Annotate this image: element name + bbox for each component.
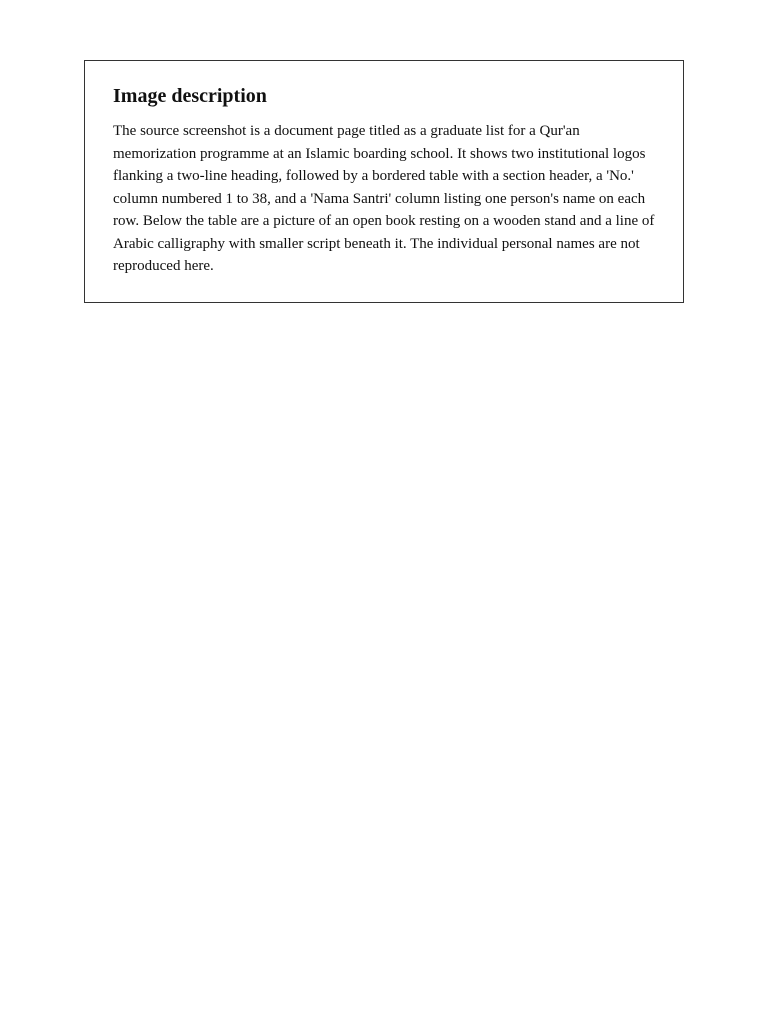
description-box [84, 60, 684, 303]
description-body: The source screenshot is a document page titled as a graduate list for a Qur'an memorization programme at an Islamic boarding school. It shows two institutional logos flanking a two-line heading, followed by a bordered table with a section header, a 'No.' column numbered 1 to 38, and a 'Nama Santri' column listing one person's name on each row. Below the table are a picture of an open book resting on a wooden stand and a line of Arabic calligraphy with smaller script beneath it. The individual personal names are not reproduced here. [113, 123, 655, 274]
description-title: Image description [113, 85, 267, 107]
